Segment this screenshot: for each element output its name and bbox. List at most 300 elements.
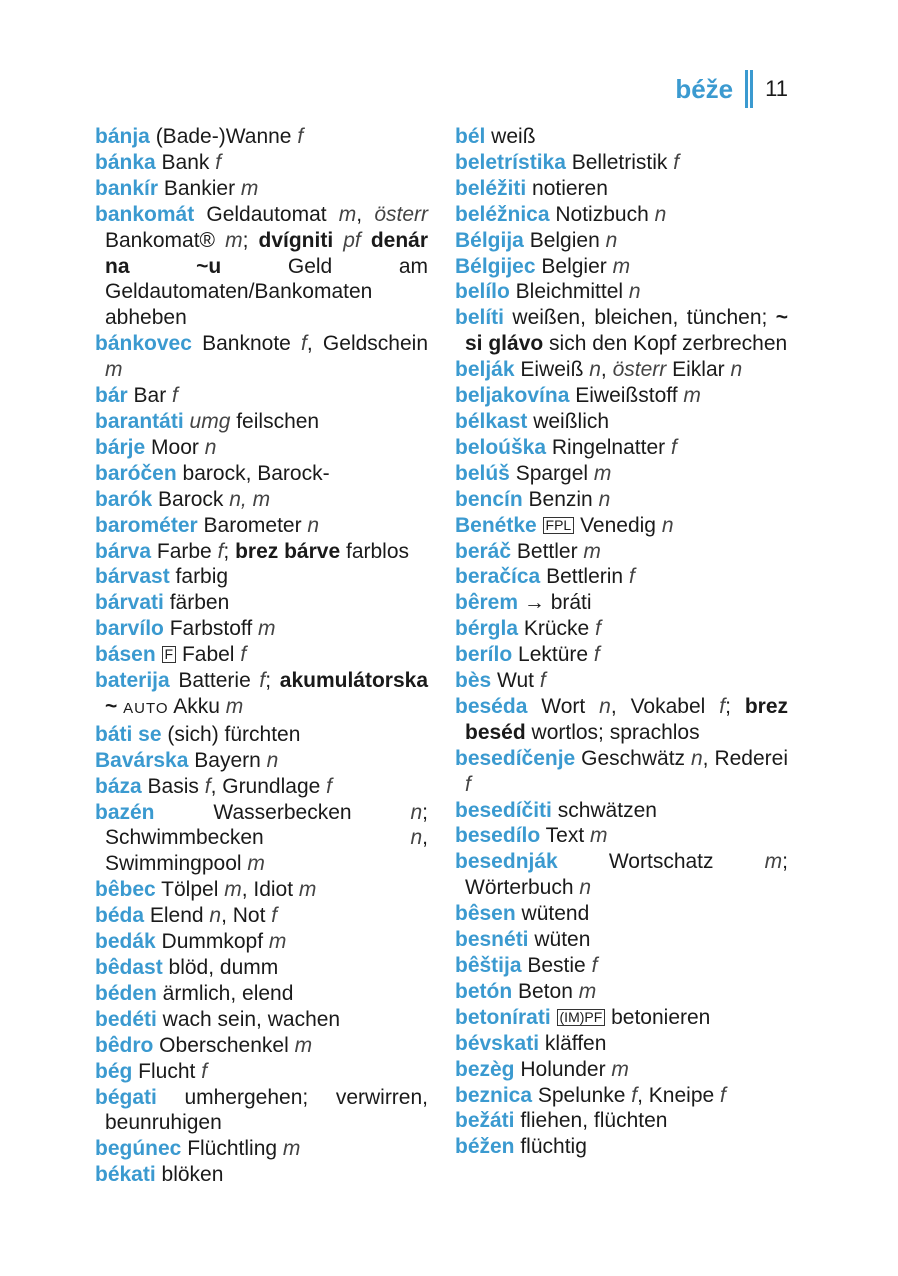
grammar-label: f: [215, 150, 222, 174]
headword: bánkovec: [95, 332, 192, 356]
grammar-label: m: [764, 850, 783, 874]
translation: , Swimmingpool: [105, 826, 428, 876]
translation: fliehen, flüchten: [514, 1109, 668, 1133]
phrase: akumulátorska ~: [105, 669, 429, 718]
translation: Wort: [527, 694, 600, 718]
entry-barantati: [95, 409, 428, 435]
entry-besediciti: [455, 798, 788, 824]
translation: Belgien: [523, 228, 606, 252]
headword: bánka: [95, 150, 156, 174]
grammar-label: f: [271, 904, 278, 928]
headword: bazén: [95, 800, 155, 824]
grammar-label: n: [266, 748, 279, 772]
grammar-box: FPL: [543, 517, 575, 534]
guide-word: béže: [675, 73, 734, 104]
grammar-label: f: [719, 694, 726, 718]
entry-bel: [455, 124, 788, 150]
headword: betón: [455, 979, 513, 1003]
translation: , Rederei: [702, 746, 788, 770]
translation: Bettlerin: [540, 565, 629, 589]
entry-beden: [95, 981, 428, 1007]
entry-barometer: [95, 513, 428, 539]
entry-beznica: [455, 1083, 788, 1109]
grammar-label: f: [673, 150, 680, 174]
translation: Flüchtling: [181, 1137, 283, 1161]
entry-beg: [95, 1059, 428, 1085]
entry-barvast: [95, 564, 428, 590]
grammar-label: f: [297, 125, 304, 148]
entry-beseda: [455, 694, 788, 746]
entry-bavarska: [95, 748, 428, 774]
entry-beton: [455, 979, 788, 1005]
headword: bêštija: [455, 954, 522, 977]
translation: Bankomat®: [105, 228, 226, 252]
grammar-label: m: [105, 358, 123, 382]
grammar-label: f: [593, 643, 600, 667]
headword: bêsen: [455, 902, 516, 926]
entry-bestija: [455, 953, 788, 979]
headword: bezèg: [455, 1057, 515, 1081]
headword: báza: [95, 774, 142, 798]
entry-belezniti: [455, 176, 788, 202]
translation: Farbstoff: [163, 617, 259, 641]
translation: weißen, bleichen, tünchen;: [504, 306, 776, 330]
headword: beznica: [455, 1083, 533, 1107]
translation: Bettler: [511, 539, 584, 563]
grammar-label: f: [172, 384, 178, 408]
entry-benetke: [455, 513, 788, 539]
translation: betonieren: [605, 1005, 711, 1029]
headword: bégati: [95, 1085, 157, 1109]
grammar-label: m: [298, 878, 317, 902]
translation: Text: [540, 824, 591, 848]
headword: belílo: [455, 280, 510, 304]
translation: wach sein, wachen: [156, 1007, 341, 1031]
entry-barvilo: [95, 616, 428, 642]
grammar-label: f: [631, 1083, 638, 1107]
entry-belkast: [455, 409, 788, 435]
translation: ,: [356, 202, 375, 226]
headword: Bélgija: [455, 228, 524, 252]
grammar-label: n: [628, 280, 641, 304]
grammar-label: f: [259, 669, 266, 693]
translation: Oberschenkel: [153, 1033, 295, 1057]
grammar-label: n: [204, 435, 217, 459]
entry-bedak: [95, 929, 428, 955]
headword: berílo: [455, 643, 513, 667]
translation: kläffen: [539, 1031, 607, 1055]
grammar-label: m: [282, 1137, 301, 1161]
entry-belilo: [455, 279, 788, 305]
headword: Bavárska: [95, 748, 189, 772]
headword: begúnec: [95, 1137, 182, 1161]
entry-belgijec: [455, 254, 788, 280]
headword: bég: [95, 1059, 133, 1083]
headword: bélkast: [455, 409, 528, 433]
grammar-label: m: [683, 384, 701, 408]
running-header: [675, 70, 788, 108]
translation: färben: [163, 591, 230, 615]
entry-bes: [455, 668, 788, 694]
entry-bedast: [95, 955, 428, 981]
entry-belgija: [455, 228, 788, 254]
headword: beléžiti: [455, 176, 527, 200]
grammar-label: pf: [343, 228, 361, 252]
entry-bankomat: [95, 202, 428, 332]
headword: bedéti: [95, 1007, 157, 1031]
headword: beléžnica: [455, 202, 550, 226]
translation: farbig: [169, 565, 229, 589]
headword: belják: [455, 358, 515, 382]
headword: besnéti: [455, 928, 529, 952]
translation: Eiklar: [666, 358, 731, 382]
phrase: brez beséd: [465, 694, 789, 744]
left-column: [95, 124, 428, 1188]
translation: Tölpel: [155, 878, 225, 902]
translation: wüten: [528, 928, 591, 952]
grammar-label: m: [225, 228, 243, 252]
translation: Banknote: [191, 332, 302, 356]
headword: béda: [95, 904, 145, 928]
translation: Bleichmittel: [509, 280, 629, 304]
grammar-label: m: [583, 539, 601, 563]
grammar-label: n: [410, 800, 423, 824]
headword: bankomát: [95, 202, 195, 226]
page-number: 11: [765, 76, 788, 101]
headword: besedíčiti: [455, 798, 552, 822]
grammar-label: n: [307, 513, 320, 537]
phrase: dvígniti: [258, 228, 334, 252]
translation: farblos: [340, 539, 410, 563]
headword: belíti: [455, 306, 505, 330]
entry-bedro: [95, 1033, 428, 1059]
headword: bárva: [95, 539, 152, 563]
translation: Krücke: [518, 617, 596, 641]
translation: Benzin: [522, 487, 599, 511]
grammar-label: m: [268, 930, 287, 954]
headword: beletrístika: [455, 150, 566, 174]
translation: ; Wörterbuch: [465, 850, 788, 900]
entry-bankovec: [95, 331, 428, 383]
grammar-label: n: [690, 746, 703, 770]
entry-bazen: [95, 800, 428, 878]
entry-barok: [95, 487, 428, 513]
headword: bêdro: [95, 1033, 154, 1057]
translation: [361, 229, 371, 252]
entry-baterija: [95, 668, 428, 722]
translation: blöd, dumm: [162, 956, 279, 979]
grammar-label: f: [720, 1083, 726, 1107]
translation: Bestie: [521, 954, 592, 977]
headword: báti se: [95, 722, 162, 746]
translation: ärmlich, elend: [156, 981, 294, 1005]
translation: ;: [265, 669, 280, 693]
entry-banka: [95, 150, 428, 176]
entry-banja: [95, 124, 428, 150]
translation: sich den Kopf zerbrechen: [543, 332, 788, 356]
translation: ,: [600, 358, 613, 382]
headword: básen: [95, 643, 156, 667]
headword: baterija: [95, 669, 170, 693]
grammar-label: f: [201, 1059, 208, 1083]
entry-baza: [95, 774, 428, 800]
translation: Geschwätz: [575, 746, 691, 770]
entry-beljakovina: [455, 383, 788, 409]
translation: Spelunke: [532, 1083, 632, 1107]
translation: , Idiot: [241, 878, 299, 902]
grammar-label: f: [670, 435, 677, 459]
translation: Wut: [491, 669, 540, 693]
headword: bedák: [95, 930, 156, 954]
headword: bévskati: [455, 1031, 540, 1055]
entry-bezati: [455, 1108, 788, 1134]
entry-besen: [455, 901, 788, 927]
headword: besedílo: [455, 824, 541, 848]
translation: Bankier: [158, 176, 241, 200]
translation: Ringelnatter: [546, 435, 671, 459]
translation: Akku: [168, 694, 226, 718]
translation: , Geldschein: [306, 332, 428, 356]
grammar-box: (IM)PF: [557, 1009, 606, 1026]
phrase: denár na ~u: [105, 228, 428, 278]
grammar-label: n: [209, 904, 222, 928]
grammar-label: f: [301, 332, 307, 356]
grammar-label: m: [294, 1033, 313, 1057]
translation: [333, 229, 343, 252]
entry-bencin: [455, 487, 788, 513]
grammar-label: n: [599, 694, 611, 718]
translation: ;: [725, 694, 745, 718]
header-divider: [745, 70, 753, 108]
grammar-label: m: [240, 176, 259, 200]
headword: bél: [455, 125, 486, 148]
headword: barométer: [95, 513, 198, 537]
entry-belus: [455, 461, 788, 487]
translation: weiß: [485, 125, 536, 148]
translation: Eiweiß: [514, 358, 590, 382]
grammar-label: m: [593, 461, 612, 485]
grammar-label: m: [258, 617, 276, 641]
headword: bêbec: [95, 878, 156, 902]
translation: , Not: [221, 904, 272, 928]
headword: béžen: [455, 1135, 515, 1159]
translation: Elend: [144, 904, 210, 928]
entry-beljak: [455, 357, 788, 383]
entry-bergla: [455, 616, 788, 642]
translation: Belgier: [535, 254, 613, 278]
grammar-label: m: [578, 979, 597, 1003]
entry-berilo: [455, 642, 788, 668]
entry-bankir: [95, 176, 428, 202]
entry-besednjak: [455, 849, 788, 901]
grammar-label: n: [410, 826, 423, 850]
headword: Benétke: [455, 513, 537, 537]
grammar-label: n: [654, 202, 667, 226]
entry-bati-se: [95, 722, 428, 748]
headword: bárje: [95, 435, 146, 459]
translation: wütend: [515, 902, 590, 926]
headword: beséda: [455, 694, 528, 718]
entry-basen: [95, 642, 428, 668]
translation: Moor: [145, 435, 205, 459]
entry-barje: [95, 435, 428, 461]
translation: Barometer: [197, 513, 308, 537]
translation: Wasserbecken: [154, 800, 411, 824]
headword: bár: [95, 384, 128, 408]
headword: barvílo: [95, 617, 164, 641]
entry-besneti: [455, 927, 788, 953]
grammar-label: f: [326, 774, 332, 798]
translation: Farbe: [151, 539, 218, 563]
headword: beráč: [455, 539, 512, 563]
headword: betonírati: [455, 1005, 551, 1029]
headword: baróčen: [95, 461, 177, 485]
translation: Basis: [141, 774, 205, 798]
grammar-label: n: [730, 358, 743, 382]
entry-bezen: [455, 1134, 788, 1160]
headword: besedíčenje: [455, 746, 576, 770]
grammar-label: f: [204, 774, 211, 798]
translation: Belletristik: [565, 150, 674, 174]
headword: bárvast: [95, 565, 170, 589]
headword: barók: [95, 487, 153, 511]
entry-beda: [95, 903, 428, 929]
entry-besedicenje: [455, 746, 788, 798]
headword: beljakovína: [455, 384, 570, 408]
grammar-label: m: [590, 824, 608, 848]
translation: → bráti: [518, 591, 592, 615]
headword: bárvati: [95, 591, 164, 615]
translation: Wortschatz: [557, 850, 765, 874]
entry-bevskati: [455, 1031, 788, 1057]
headword: bêdast: [95, 956, 163, 979]
grammar-label: österr: [374, 202, 429, 226]
headword: bencín: [455, 487, 523, 511]
entry-berem: [455, 590, 788, 616]
grammar-label: f: [240, 643, 247, 667]
grammar-label: n: [605, 228, 618, 252]
entry-begati: [95, 1085, 428, 1137]
entry-bekati: [95, 1162, 428, 1188]
headword: békati: [95, 1163, 156, 1187]
headword: bès: [455, 669, 492, 693]
headword: bankír: [95, 176, 159, 200]
grammar-label: n: [589, 358, 601, 382]
headword: bežáti: [455, 1109, 515, 1133]
grammar-label: n: [661, 513, 674, 537]
translation: Bar: [127, 384, 173, 408]
entry-beliti: [455, 305, 788, 357]
grammar-label: umg: [189, 409, 231, 433]
headword: besednják: [455, 850, 558, 874]
translation: Venedig: [574, 513, 662, 537]
headword: barantáti: [95, 409, 184, 433]
translation: Spargel: [509, 461, 594, 485]
translation: ;: [223, 539, 236, 563]
translation: barock, Barock-: [176, 461, 330, 485]
entry-bar: [95, 383, 428, 409]
translation: ;: [242, 228, 259, 252]
translation: blöken: [155, 1163, 224, 1187]
entry-betonirati: [455, 1005, 788, 1031]
grammar-label: f: [595, 617, 601, 641]
grammar-label: f: [539, 669, 546, 693]
translation: umhergehen; verwirren, beunruhigen: [105, 1085, 428, 1135]
translation: , Grundlage: [210, 774, 327, 798]
phrase: brez bárve: [235, 539, 341, 563]
headword: belúš: [455, 461, 510, 485]
translation: weißlich: [527, 409, 610, 433]
headword: beračíca: [455, 565, 541, 589]
translation: Eiweißstoff: [569, 384, 684, 408]
headword: bérgla: [455, 617, 519, 641]
phrase: ~ si glávo: [465, 306, 788, 356]
grammar-label: m: [338, 202, 357, 226]
grammar-label: m: [611, 1057, 629, 1081]
translation: Geldautomat: [194, 202, 339, 226]
entry-barva: [95, 539, 428, 565]
entry-bezeg: [455, 1057, 788, 1083]
translation: Bank: [155, 150, 216, 174]
translation: Fabel: [176, 643, 241, 667]
grammar-label: m: [247, 852, 265, 876]
entry-barocen: [95, 461, 428, 487]
grammar-label: f: [217, 539, 224, 563]
translation: ; Schwimmbecken: [105, 800, 428, 850]
translation: Bayern: [188, 748, 267, 772]
translation: (Bade-)Wanne: [149, 125, 298, 148]
translation: , Vokabel: [610, 694, 720, 718]
translation: Dummkopf: [155, 930, 269, 954]
entry-bebec: [95, 877, 428, 903]
headword: bêrem: [455, 591, 519, 615]
translation: Batterie: [169, 669, 260, 693]
entry-beracica: [455, 564, 788, 590]
entry-barvati: [95, 590, 428, 616]
field-label: AUTO: [123, 699, 169, 717]
entry-beleznica: [455, 202, 788, 228]
grammar-label: f: [628, 565, 635, 589]
right-column: [455, 124, 788, 1160]
entry-berac: [455, 539, 788, 565]
headword: beloúška: [455, 435, 547, 459]
grammar-label: m: [612, 254, 631, 278]
headword: bánja: [95, 125, 150, 148]
entry-beletristika: [455, 150, 788, 176]
grammar-label: m: [225, 694, 244, 718]
grammar-label: m: [224, 878, 242, 902]
translation: Barock: [152, 487, 230, 511]
grammar-label: n: [598, 487, 611, 511]
translation: Geld am Geldautomaten/Bankomaten abheben: [105, 254, 429, 330]
grammar-box: F: [162, 646, 177, 663]
translation: Notizbuch: [549, 202, 655, 226]
grammar-label: n: [579, 876, 592, 900]
translation: wortlos; sprachlos: [525, 720, 700, 744]
translation: Holunder: [514, 1057, 612, 1081]
translation: notieren: [526, 176, 608, 200]
translation: flüchtig: [514, 1135, 587, 1159]
entry-besedilo: [455, 823, 788, 849]
headword: Bélgijec: [455, 254, 536, 278]
entry-begunec: [95, 1136, 428, 1162]
grammar-label: österr: [612, 358, 667, 382]
translation: Beton: [512, 979, 579, 1003]
translation: Flucht: [132, 1059, 202, 1083]
translation: Lektüre: [512, 643, 594, 667]
grammar-label: f: [591, 954, 598, 977]
translation: (sich) fürchten: [161, 722, 301, 746]
